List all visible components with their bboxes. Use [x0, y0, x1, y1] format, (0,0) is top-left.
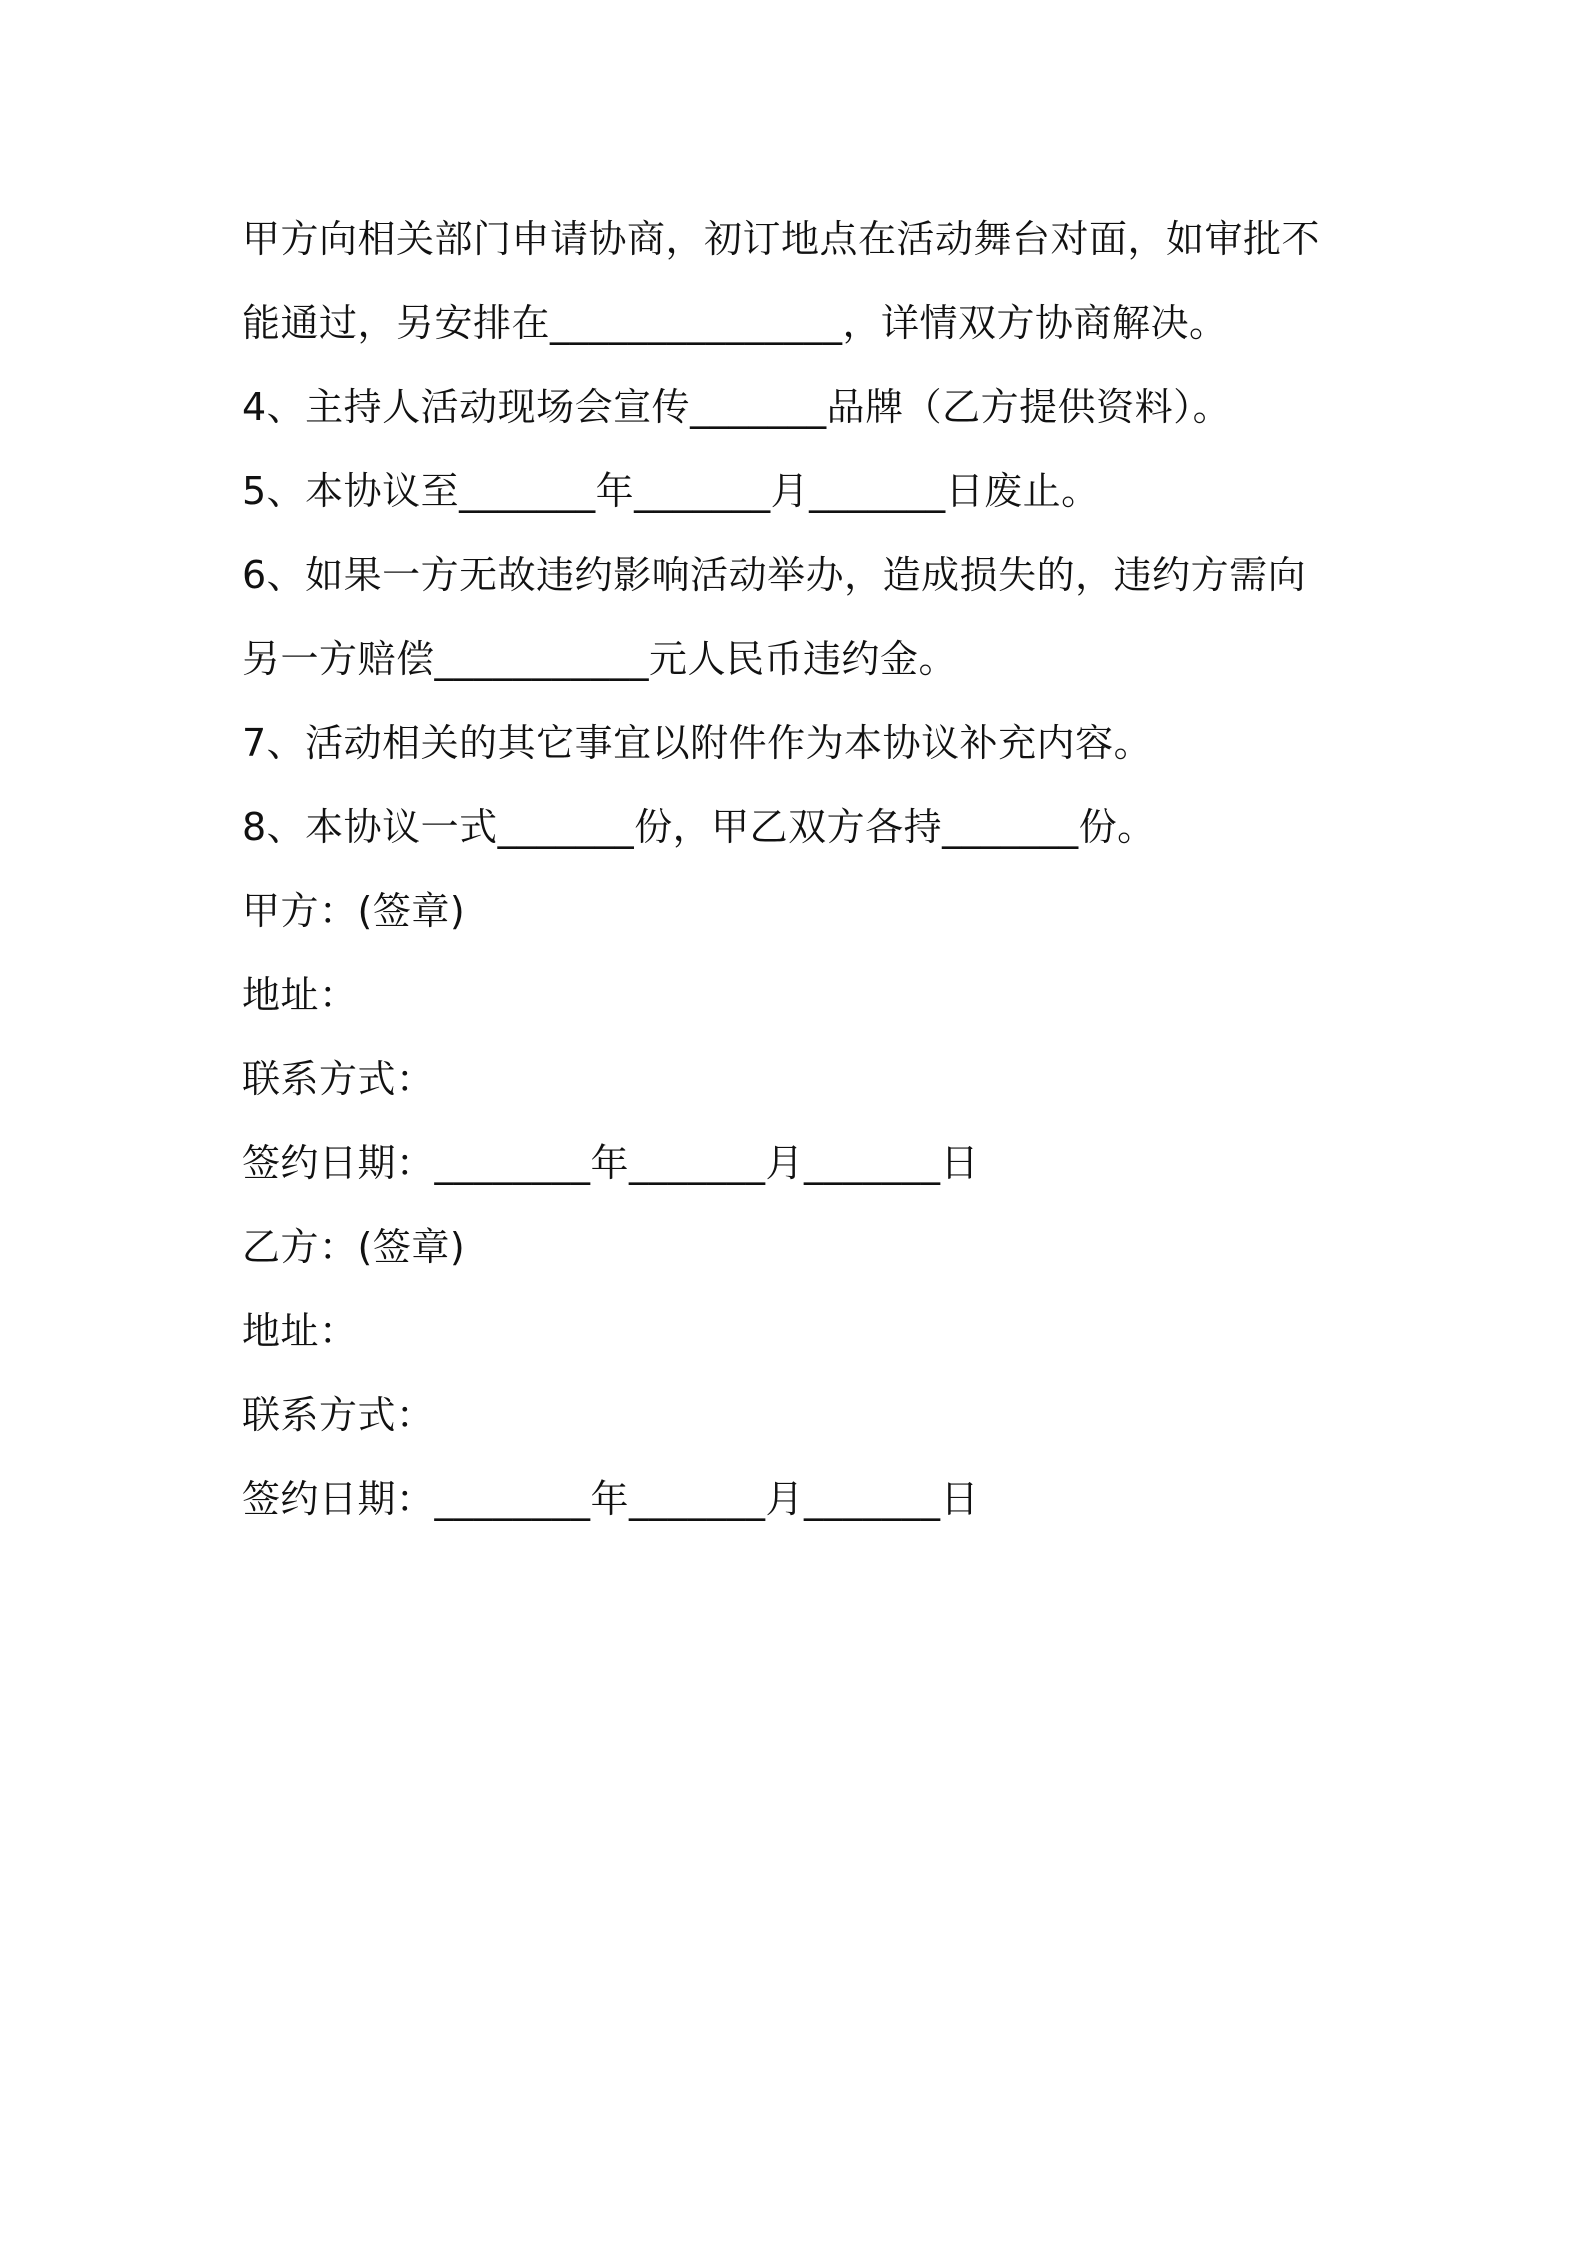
party-b-signature: 乙方：(签章) — [242, 1225, 466, 1269]
clause-5: 5、本协议至_______年_______月_______日废止。 — [242, 469, 1100, 513]
party-a-signature: 甲方：(签章) — [242, 889, 466, 933]
party-a-sign-date: 签约日期：________年_______月_______日 — [242, 1141, 980, 1185]
party-a-contact: 联系方式： — [242, 1057, 435, 1101]
party-b-sign-date: 签约日期：________年_______月_______日 — [242, 1477, 980, 1521]
document-body — [242, 197, 1372, 1541]
clause-8: 8、本协议一式_______份，甲乙双方各持_______份。 — [242, 805, 1156, 849]
clause-6-continued: 另一方赔偿___________元人民币违约金。 — [242, 637, 958, 681]
paragraph-line: 甲方向相关部门申请协商，初订地点在活动舞台对面，如审批不 — [242, 217, 1321, 261]
clause-4: 4、主持人活动现场会宣传_______品牌（乙方提供资料）。 — [242, 385, 1232, 429]
party-b-address: 地址： — [242, 1309, 358, 1353]
party-b-contact: 联系方式： — [242, 1393, 435, 1437]
paragraph-line: 能通过，另安排在_______________，详情双方协商解决。 — [242, 301, 1228, 345]
clause-6: 6、如果一方无故违约影响活动举办，造成损失的，违约方需向 — [242, 553, 1307, 597]
party-a-address: 地址： — [242, 973, 358, 1017]
clause-7: 7、活动相关的其它事宜以附件作为本协议补充内容。 — [242, 721, 1153, 765]
